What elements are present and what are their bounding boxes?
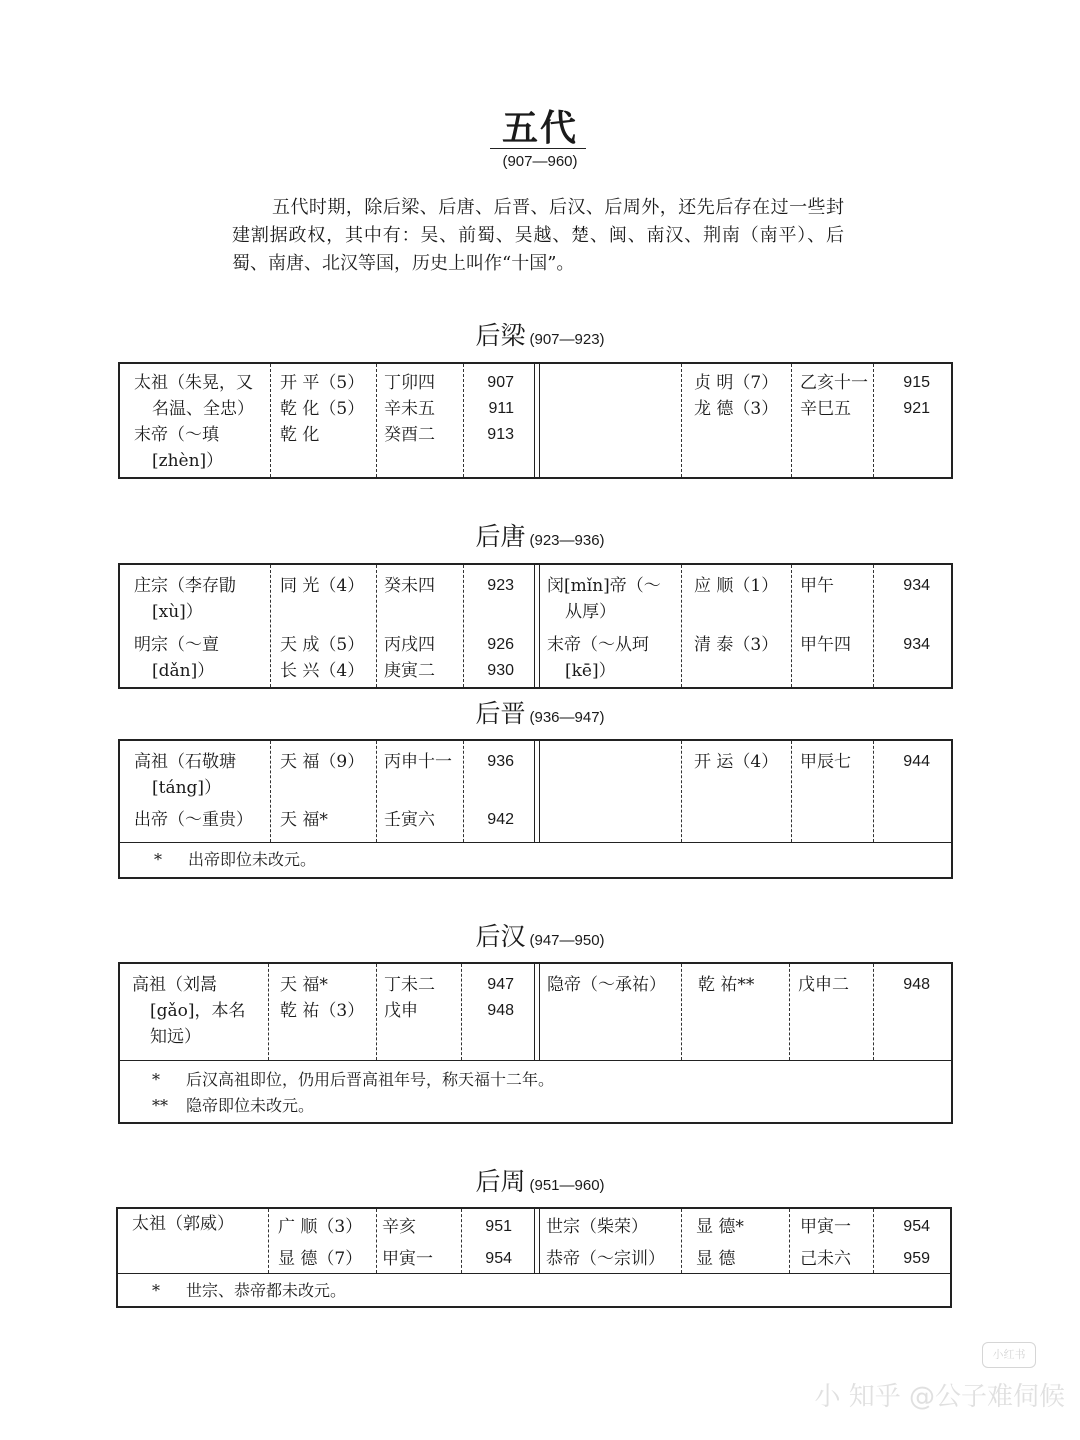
year-cell: 942 bbox=[487, 811, 514, 828]
emperor-cell: 庄宗（李存勖 [xù]） bbox=[134, 576, 236, 622]
ganzhi-cell: 甲辰七 bbox=[800, 752, 851, 772]
emperor-cell: 世宗（柴荣） 恭帝（～宗训） bbox=[546, 1217, 665, 1269]
era-cell: 贞 明（7） 龙 德（3） bbox=[694, 373, 779, 419]
xiaohongshu-watermark: 小红书 bbox=[982, 1342, 1036, 1368]
year-cell: 907 911 913 bbox=[487, 374, 514, 443]
section-heading-houzhou: 后周 (951—960) bbox=[475, 1167, 605, 1196]
year-cell: 915 921 bbox=[903, 374, 930, 417]
ganzhi-cell: 甲寅一 己未六 bbox=[800, 1217, 851, 1269]
zhihu-watermark: 小 知乎 @公子难伺候 bbox=[814, 1382, 1065, 1412]
ganzhi-cell: 戊申二 bbox=[798, 975, 849, 995]
year-cell: 923 bbox=[487, 577, 514, 594]
emperor-cell: 明宗（～亶 [dǎn]） bbox=[134, 635, 219, 681]
footnote: ** 隐帝即位未改元。 bbox=[152, 1096, 315, 1115]
emperor-cell: 隐帝（～承祐） bbox=[547, 975, 666, 995]
year-cell: 951 954 bbox=[485, 1218, 512, 1267]
emperor-cell: 太祖（郭威） bbox=[132, 1214, 234, 1234]
emperor-cell: 高祖（石敬瑭 [táng]） bbox=[134, 752, 236, 798]
footnote: * 世宗、恭帝都未改元。 bbox=[152, 1281, 347, 1300]
year-cell: 934 bbox=[903, 636, 930, 653]
ganzhi-cell: 壬寅六 bbox=[384, 810, 435, 830]
houhan-table bbox=[118, 962, 953, 1124]
section-heading-houtang: 后唐 (923—936) bbox=[475, 522, 605, 551]
footnote: * 后汉高祖即位，仍用后晋高祖年号，称天福十二年。 bbox=[152, 1070, 555, 1089]
era-cell: 天 福（9） bbox=[280, 752, 365, 772]
era-cell: 应 顺（1） bbox=[694, 576, 779, 596]
emperor-cell: 太祖（朱晃，又 名温、全忠） 末帝（～瑱 [zhèn]） bbox=[134, 373, 254, 471]
ganzhi-cell: 丁未二 戊申 bbox=[384, 975, 435, 1021]
era-cell: 同 光（4） bbox=[280, 576, 365, 596]
ganzhi-cell: 乙亥十一 辛巳五 bbox=[800, 373, 868, 419]
era-cell: 天 福* 乾 祐（3） bbox=[280, 975, 365, 1021]
year-cell: 934 bbox=[903, 577, 930, 594]
houjin-table bbox=[118, 739, 953, 879]
year-cell: 948 bbox=[903, 976, 930, 993]
ganzhi-cell: 丙申十一 bbox=[384, 752, 452, 772]
year-cell: 954 959 bbox=[903, 1218, 930, 1267]
emperor-cell: 闵[mǐn]帝（～ 从厚） bbox=[547, 576, 661, 622]
houtang-table bbox=[118, 563, 953, 689]
emperor-cell: 高祖（刘暠 [gǎo]，本名 知远） bbox=[132, 975, 246, 1047]
houliang-table bbox=[118, 362, 953, 479]
ganzhi-cell: 辛亥 甲寅一 bbox=[382, 1217, 433, 1269]
page-year-range: (907—960) bbox=[502, 153, 578, 170]
ganzhi-cell: 甲午四 bbox=[800, 635, 851, 655]
section-heading-houjin: 后晋 (936—947) bbox=[475, 699, 605, 728]
ganzhi-cell: 丙戌四 庚寅二 bbox=[384, 635, 435, 681]
intro-paragraph: 五代时期，除后梁、后唐、后晋、后汉、后周外，还先后存在过一些封建割据政权，其中有：吴、前蜀、吴越、楚、闽、南汉、荆南（南平）、后蜀、南唐、北汉等国，历史上叫作“十国”。 bbox=[232, 197, 844, 274]
ganzhi-cell: 丁卯四 辛未五 癸酉二 bbox=[384, 373, 435, 445]
era-cell: 开 平（5） 乾 化（5） 乾 化 bbox=[280, 373, 365, 445]
year-cell: 926 930 bbox=[487, 636, 514, 679]
year-cell: 947 948 bbox=[487, 976, 514, 1019]
era-cell: 天 成（5） 长 兴（4） bbox=[280, 635, 365, 681]
title-underline bbox=[490, 148, 586, 149]
section-heading-houliang: 后梁 (907—923) bbox=[475, 321, 605, 350]
section-heading-houhan: 后汉 (947—950) bbox=[475, 922, 605, 951]
era-cell: 开 运（4） bbox=[694, 752, 779, 772]
year-cell: 944 bbox=[903, 753, 930, 770]
era-cell: 天 福* bbox=[280, 810, 328, 830]
ganzhi-cell: 癸未四 bbox=[384, 576, 435, 596]
era-cell: 清 泰（3） bbox=[694, 635, 779, 655]
era-cell: 乾 祐** bbox=[698, 975, 755, 995]
emperor-cell: 末帝（～从珂 [kē]） bbox=[547, 635, 649, 681]
footnote: * 出帝即位未改元。 bbox=[154, 850, 317, 869]
era-cell: 广 顺（3） 显 德（7） bbox=[278, 1217, 363, 1269]
year-cell: 936 bbox=[487, 753, 514, 770]
page-title: 五代 bbox=[501, 107, 578, 149]
era-cell: 显 德* 显 德 bbox=[696, 1217, 744, 1269]
emperor-cell: 出帝（～重贵） bbox=[134, 810, 253, 830]
houzhou-table bbox=[116, 1207, 952, 1308]
ganzhi-cell: 甲午 bbox=[800, 576, 834, 596]
